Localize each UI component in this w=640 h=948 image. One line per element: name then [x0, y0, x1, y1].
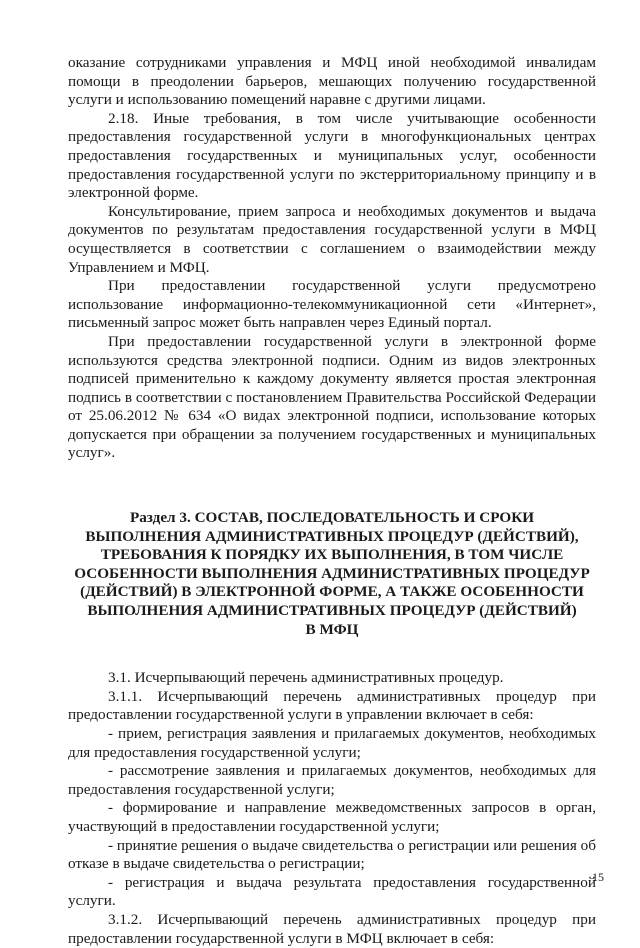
section-heading: [68, 509, 596, 639]
heading-line: ВЫПОЛНЕНИЯ АДМИНИСТРАТИВНЫХ ПРОЦЕДУР (ДЕЙСТВИЙ): [87, 602, 577, 620]
heading-line: ТРЕБОВАНИЯ К ПОРЯДКУ ИХ ВЫПОЛНЕНИЯ, В ТОМ ЧИСЛЕ: [100, 546, 564, 564]
list-item: - регистрация и выдача результата предоставления государственной услуги.: [68, 873, 596, 910]
heading-line: (ДЕЙСТВИЙ) В ЭЛЕКТРОННОЙ ФОРМЕ, А ТАКЖЕ ОСОБЕННОСТИ: [80, 583, 584, 601]
paragraph: 3.1.1. Исчерпывающий перечень административных процедур при предоставлении государственной услуги в управлении включает в себя:: [68, 687, 596, 724]
paragraph: 3.1.2. Исчерпывающий перечень административных процедур при предоставлении государственной услуги в МФЦ включает в себя:: [68, 910, 596, 947]
paragraph: 2.18. Иные требования, в том числе учитывающие особенности предоставления государственной услуги в многофункциональных центрах предоставления государственных и муниципальных услуг, особенности предоставления государственной услуги по экстерриториальному принципу и в электронной форме.: [68, 109, 596, 202]
paragraph: При предоставлении государственной услуги в электронной форме используются средства электронной подписи. Одним из видов электронных подписей применительно к каждому документу является простая электронная подпись в соответствии с постановлением Правительства Российской Федерации от 25.06.2012 № 634 «О видах электронной подписи, использование которых допускается при обращении за получением государственных и муниципальных услуг».: [68, 332, 596, 462]
heading-line: ОСОБЕННОСТИ ВЫПОЛНЕНИЯ АДМИНИСТРАТИВНЫХ ПРОЦЕДУР: [74, 564, 590, 582]
list-item: - принятие решения о выдаче свидетельства о регистрации или решения об отказе в выдаче свидетельства о регистрации;: [68, 836, 596, 873]
paragraph: оказание сотрудниками управления и МФЦ иной необходимой инвалидам помощи в преодолении барьеров, мешающих получению государственной услуги и использованию помещений наравне с другими лицами.: [68, 54, 596, 109]
heading-line: Раздел 3. СОСТАВ, ПОСЛЕДОВАТЕЛЬНОСТЬ И СРОКИ: [129, 509, 535, 527]
body-bottom: [68, 669, 596, 948]
paragraph: При предоставлении государственной услуги предусмотрено использование информационно-телекоммуникационной сети «Интернет», письменный запрос может быть направлен через Единый портал.: [68, 277, 596, 332]
paragraph: 3.1. Исчерпывающий перечень административных процедур.: [108, 669, 504, 687]
body-top: [68, 54, 596, 463]
document-page: [68, 54, 596, 948]
list-item: - прием, регистрация заявления и прилагаемых документов, необходимых для предоставления государственной услуги;: [68, 725, 596, 761]
paragraph: Консультирование, прием запроса и необходимых документов и выдача документов по результатам предоставления государственной услуги в МФЦ осуществляется в соответствии с соглашением о взаимодействии между Управлением и МФЦ.: [68, 202, 596, 276]
list-item: - формирование и направление межведомственных запросов в орган, участвующий в предоставлении государственной услуги;: [68, 799, 596, 835]
heading-line: В МФЦ: [305, 620, 359, 638]
page-number: 15: [592, 870, 604, 884]
heading-line: ВЫПОЛНЕНИЯ АДМИНИСТРАТИВНЫХ ПРОЦЕДУР (ДЕЙСТВИЙ),: [85, 527, 579, 545]
list-item: - рассмотрение заявления и прилагаемых документов, необходимых для предоставления государственной услуги;: [68, 762, 596, 798]
